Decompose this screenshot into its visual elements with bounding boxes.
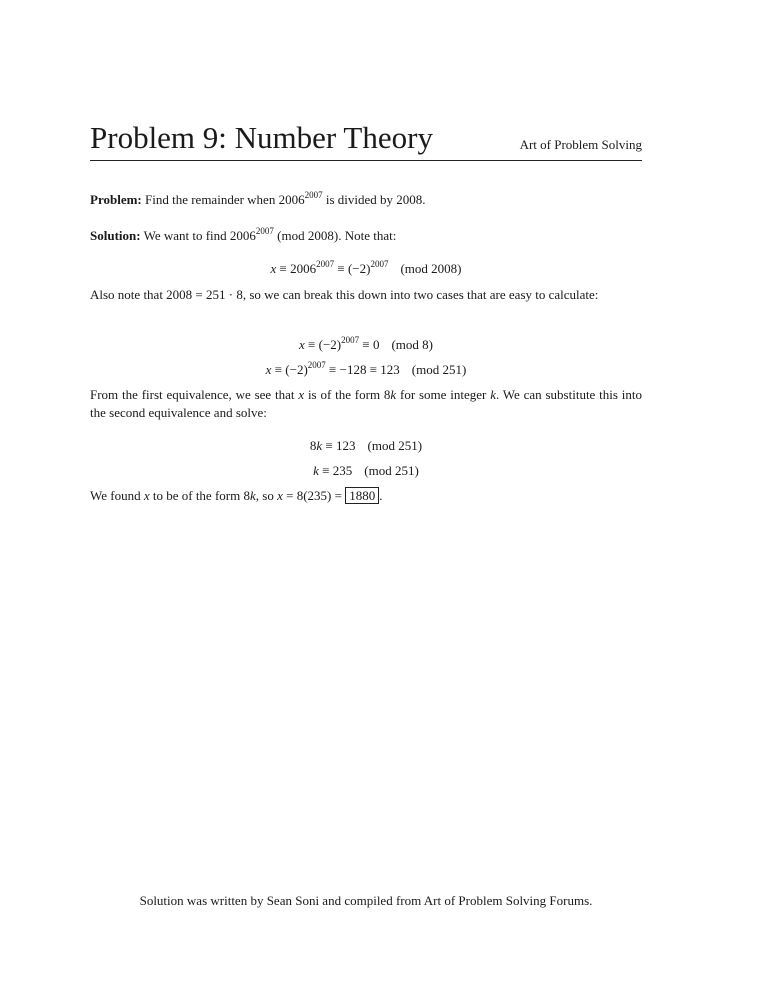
solution-label: Solution: xyxy=(90,228,141,243)
var-k: k xyxy=(490,387,496,402)
var-x: x xyxy=(299,337,305,352)
eq2-line1-rhs: ≡ 0 xyxy=(359,337,380,352)
para3-part4: . We can substitute this into the second equivalence and solve: xyxy=(90,387,642,420)
para3-part3: for some integer xyxy=(396,387,491,402)
equation-3-line-1 xyxy=(90,437,642,455)
eq1-mod: (mod 2008) xyxy=(400,261,462,276)
page-header xyxy=(90,118,642,161)
solution-text-before: We want to find 2006 xyxy=(143,228,256,243)
eq3-line2-rhs: ≡ 235 xyxy=(318,463,353,478)
var-x: x xyxy=(265,362,272,377)
solution-exponent: 2007 xyxy=(255,225,274,236)
paragraph-substitution xyxy=(90,386,642,422)
eq2-line1-mod: (mod 8) xyxy=(391,337,433,352)
page xyxy=(90,0,642,994)
eq3-line2-mod: (mod 251) xyxy=(364,463,419,478)
eq2-line1-mid: ≡ (−2) xyxy=(304,337,342,352)
footer-credit: Solution was written by Sean Soni and compiled from Art of Problem Solving Forums. xyxy=(139,893,593,908)
problem-exponent: 2007 xyxy=(304,189,323,200)
eq2-line2-exp: 2007 xyxy=(307,359,326,370)
equation-1 xyxy=(90,260,642,278)
var-x: x xyxy=(298,387,305,402)
eq3-line1-coef: 8 xyxy=(309,438,317,453)
para3-part2: is of the form 8 xyxy=(304,387,391,402)
var-x: x xyxy=(270,261,277,276)
eq2-line2-rhs: ≡ −128 ≡ 123 xyxy=(325,362,400,377)
equation-2-line-1 xyxy=(90,336,642,354)
conclusion xyxy=(90,487,642,505)
para3-part1: From the first equivalence, we see that xyxy=(90,387,299,402)
var-k: k xyxy=(249,488,256,503)
eq1-mid2: ≡ (−2) xyxy=(334,261,371,276)
conclusion-part3: , so xyxy=(255,488,278,503)
eq1-exp1: 2007 xyxy=(316,258,335,269)
eq1-mid: ≡ 2006 xyxy=(276,261,317,276)
eq2-line2-mid: ≡ (−2) xyxy=(271,362,308,377)
boxed-answer: 1880 xyxy=(345,487,379,504)
eq3-line1-mod: (mod 251) xyxy=(367,438,423,453)
var-k: k xyxy=(313,463,319,478)
eq2-line2-mod: (mod 251) xyxy=(411,362,467,377)
conclusion-part4: = 8(235) = xyxy=(282,488,346,503)
brand-label: Art of Problem Solving xyxy=(519,137,642,152)
problem-statement xyxy=(90,191,642,209)
paragraph-factorization: Also note that 2008 = 251 · 8, so we can break this down into two cases that are easy to calculate: xyxy=(90,287,599,302)
page-title: Problem 9: Number Theory xyxy=(90,120,433,155)
problem-text-after: is divided by 2008. xyxy=(322,192,426,207)
conclusion-end: . xyxy=(379,488,383,503)
problem-text-before: Find the remainder when 2006 xyxy=(145,192,305,207)
var-x: x xyxy=(277,488,283,503)
equation-3-line-2 xyxy=(90,462,642,480)
var-k: k xyxy=(390,387,397,402)
problem-label: Problem: xyxy=(90,192,142,207)
conclusion-part1: We found xyxy=(90,488,144,503)
var-k: k xyxy=(316,438,323,453)
conclusion-part2: to be of the form 8 xyxy=(149,488,250,503)
solution-text-after: (mod 2008). Note that: xyxy=(273,228,397,243)
solution-intro xyxy=(90,227,642,245)
eq1-exp2: 2007 xyxy=(370,258,389,269)
equation-2-line-2 xyxy=(90,361,642,379)
eq3-line1-rhs: ≡ 123 xyxy=(322,438,356,453)
eq2-line1-exp: 2007 xyxy=(341,334,360,345)
var-x: x xyxy=(143,488,150,503)
